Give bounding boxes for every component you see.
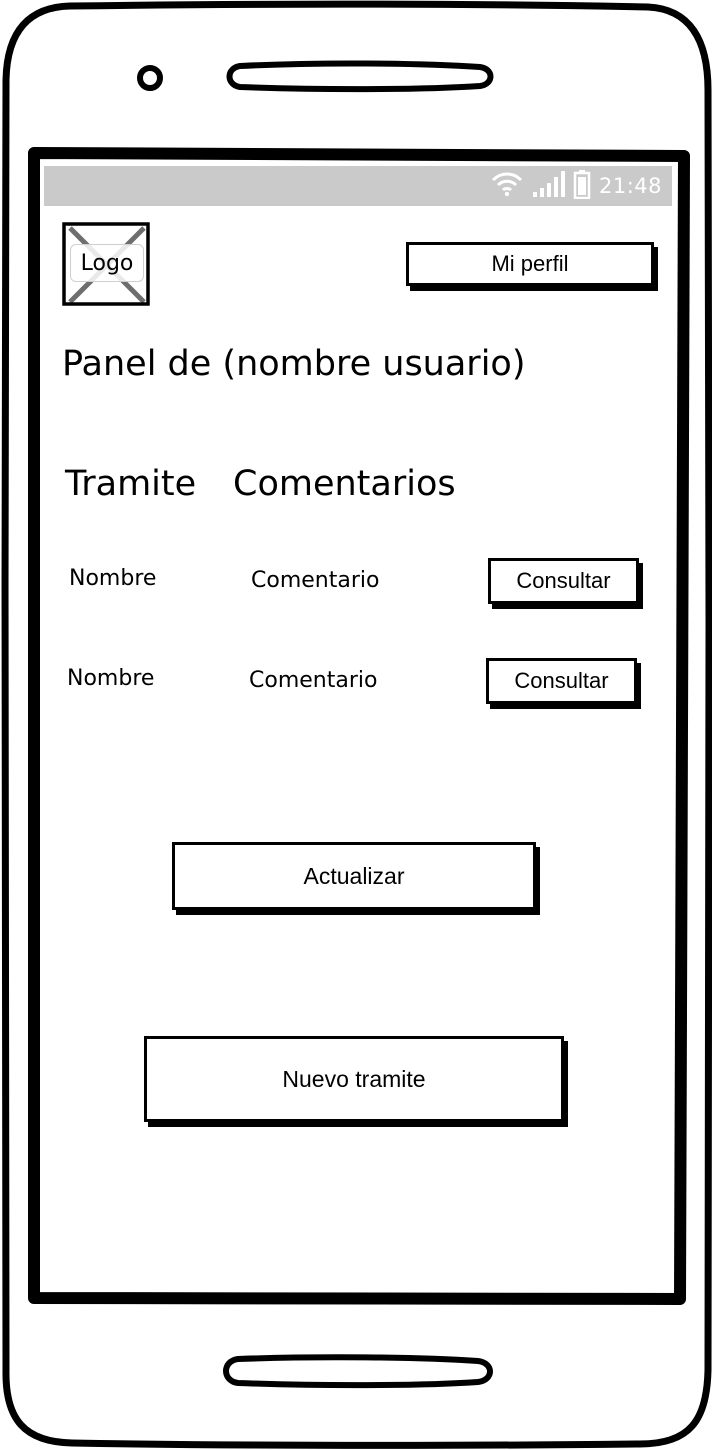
status-bar [44, 166, 672, 206]
row-2-tramite-name: Nombre [67, 666, 155, 691]
wifi-icon [491, 171, 523, 201]
new-tramite-button[interactable]: Nuevo tramite [144, 1036, 564, 1122]
logo [62, 222, 150, 306]
signal-icon [531, 170, 565, 202]
row-1-comment: Comentario [251, 568, 380, 593]
column-header-comentarios: Comentarios [233, 464, 456, 504]
status-time: 21:48 [598, 174, 662, 198]
row-1-consult-button[interactable]: Consultar [488, 558, 639, 604]
profile-button[interactable]: Mi perfil [406, 242, 654, 286]
page-title: Panel de (nombre usuario) [62, 344, 526, 384]
update-button[interactable]: Actualizar [172, 842, 536, 910]
column-header-tramite: Tramite [65, 464, 197, 504]
row-1-tramite-name: Nombre [69, 566, 157, 591]
status-icons [491, 166, 662, 206]
row-2-comment: Comentario [249, 668, 378, 693]
phone-screen [44, 166, 672, 1288]
battery-icon [573, 169, 591, 203]
row-2-consult-button[interactable]: Consultar [486, 658, 637, 704]
logo-label: Logo [70, 244, 144, 282]
